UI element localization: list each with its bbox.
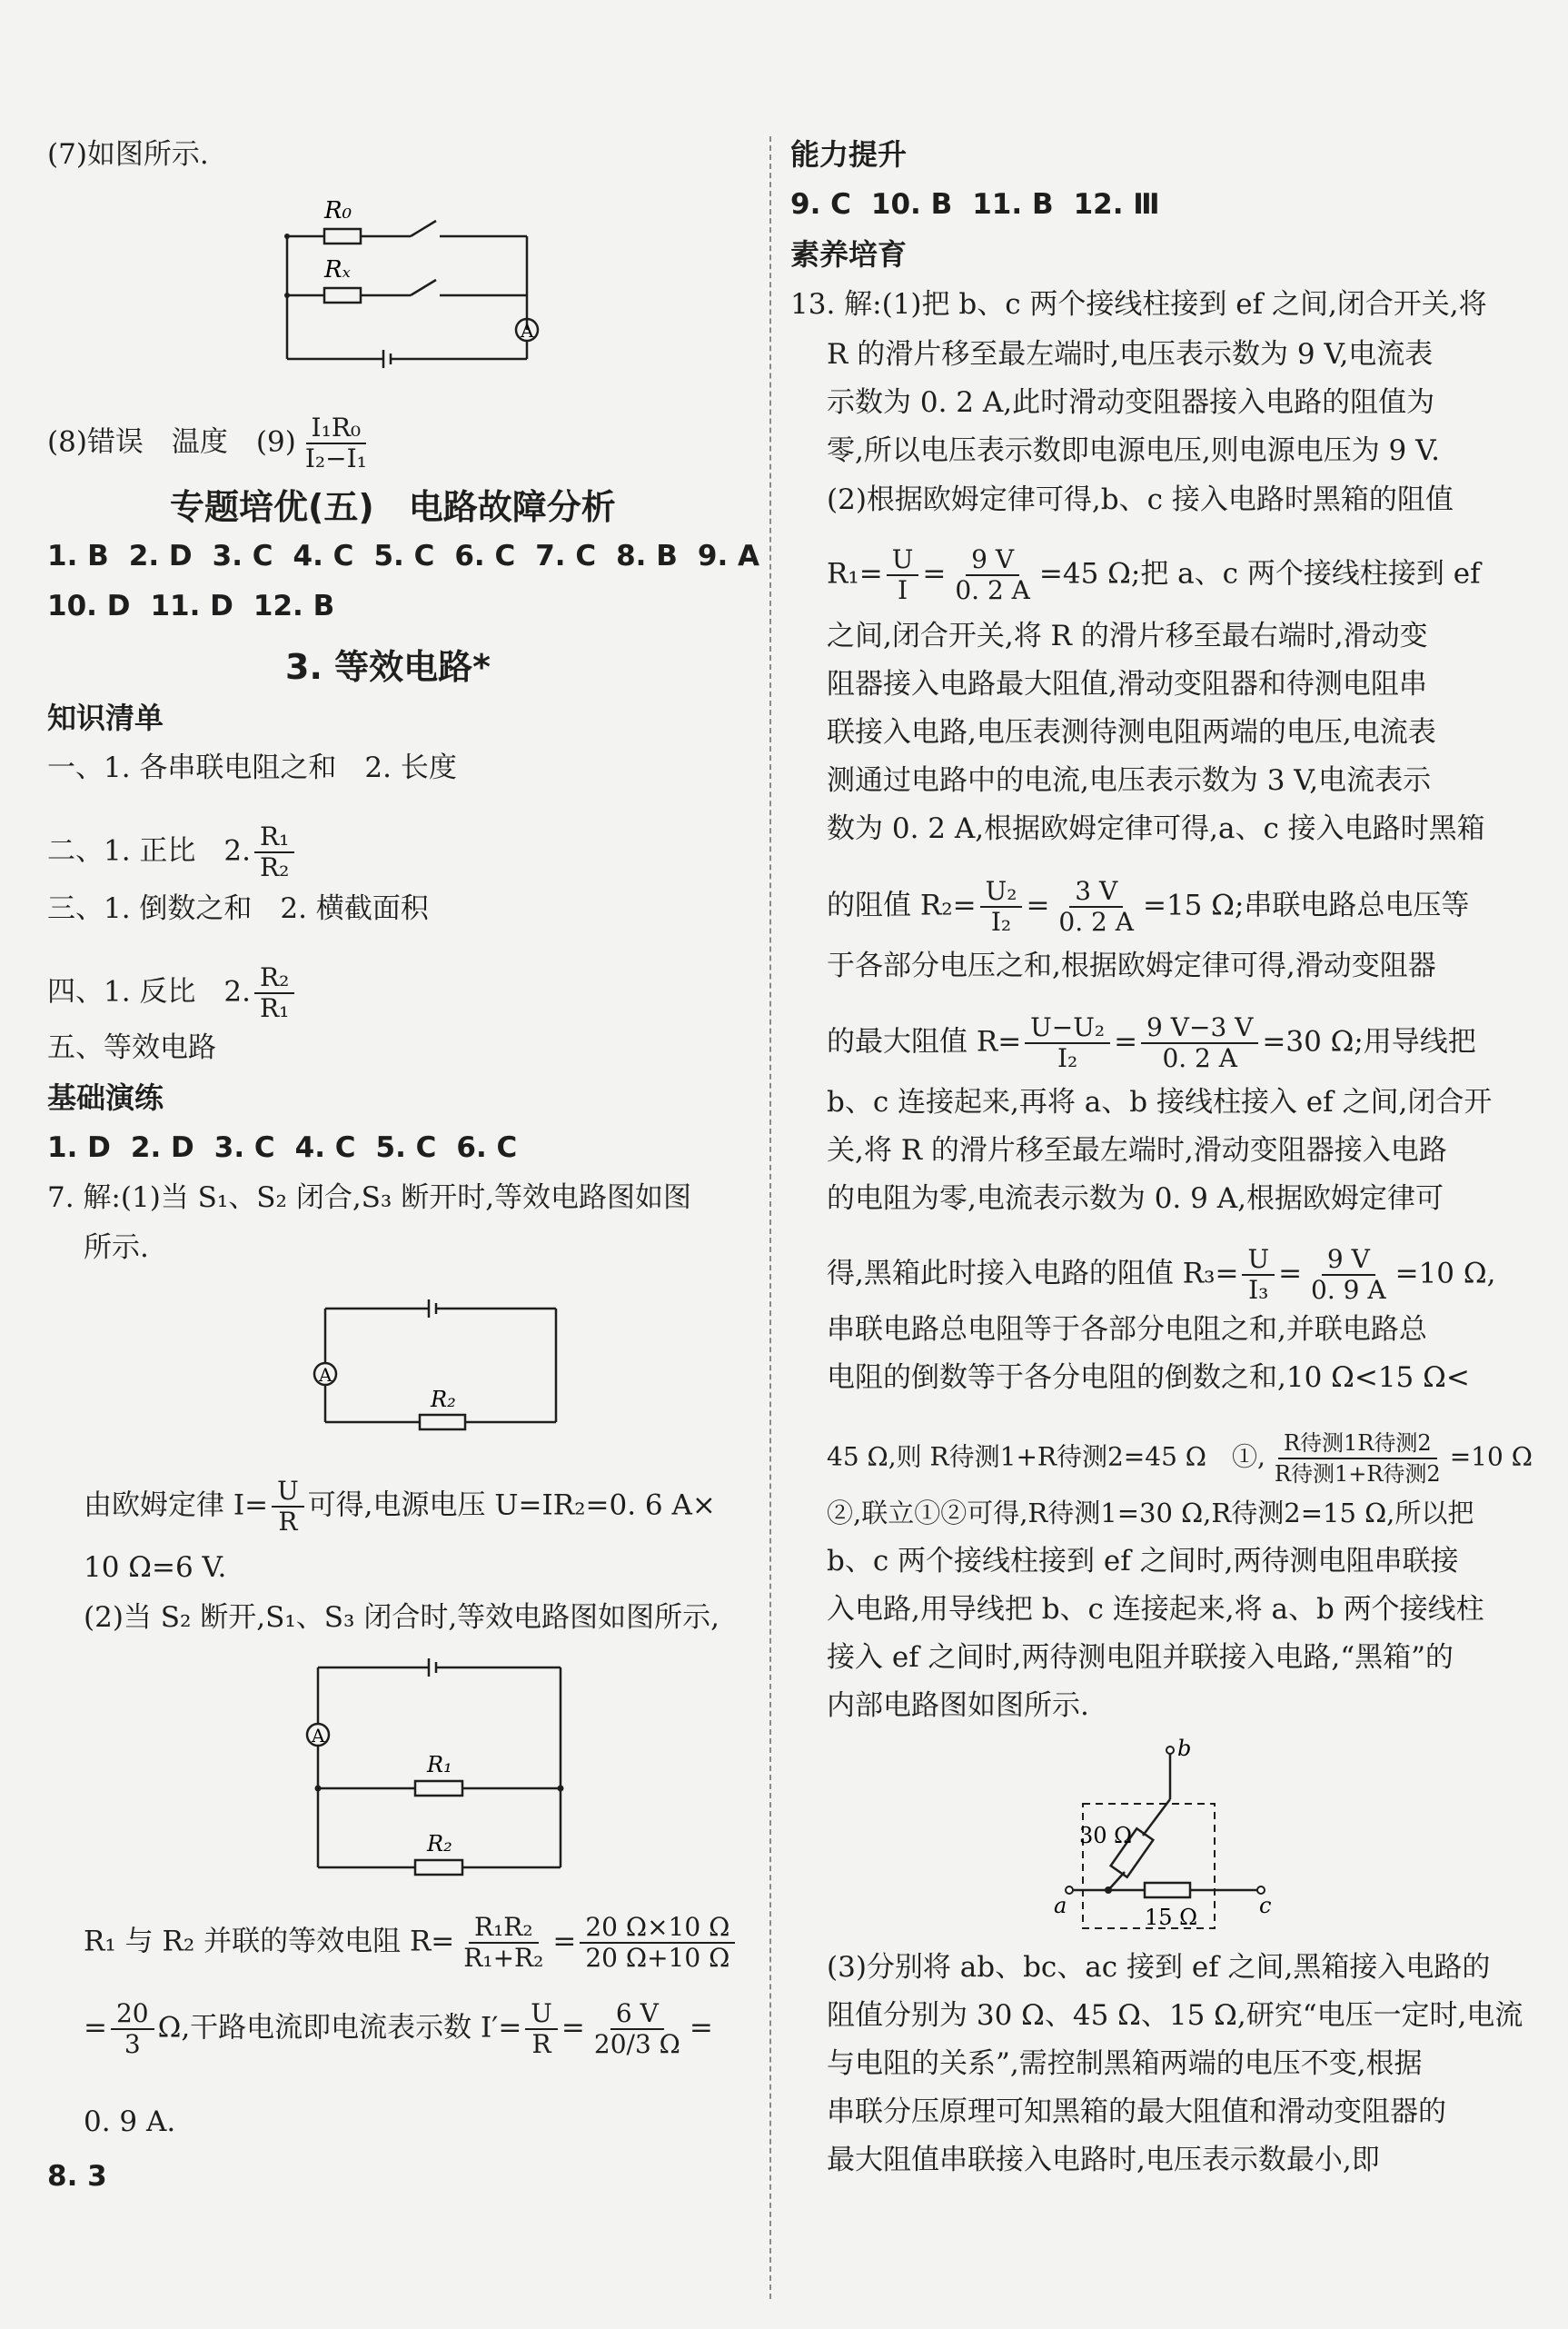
q13-line-6: R₁= $\frac{U}{I}$ = $\frac{9 V}{0. 2 A}$ =45 Ω;把 a、c 两个接线柱接到 ef xyxy=(827,544,1481,605)
q13-line-25: 接入 ef 之间时,两待测电阻并联接入电路,“黑箱”的 xyxy=(827,1641,1454,1674)
q13-line-8: 阻器接入电路最大阻值,滑动变阻器和待测电阻串 xyxy=(827,668,1427,701)
r0-label: R₀ xyxy=(324,197,352,224)
column-divider xyxy=(769,136,771,2299)
q13-line-22: ②,联立①②可得,R待测1=30 Ω,R待测2=15 Ω,所以把 xyxy=(827,1498,1474,1528)
q13-line-4: 零,所以电压表示数即电源电压,则电源电压为 9 V. xyxy=(827,434,1440,467)
q13-line-19: 串联电路总电阻等于各部分电阻之和,并联电路总 xyxy=(827,1313,1427,1346)
q7-line-4: 10 Ω=6 V. xyxy=(84,1551,227,1584)
r2-label: R₂ xyxy=(427,1831,452,1856)
terminal-c: c xyxy=(1259,1893,1272,1918)
ammeter-label: A xyxy=(319,1364,332,1386)
terminal-b: b xyxy=(1177,1736,1192,1761)
q13-line-21: 45 Ω,则 R待测1+R待测2=45 Ω ①, $\frac{\text{R待测1R待测2}}{\text{R待测1+R待测2}}$ =10 Ω xyxy=(827,1430,1533,1487)
q7-line-8: 0. 9 A. xyxy=(84,2105,176,2138)
q8-answer: 8. 3 xyxy=(47,2160,107,2193)
q13-line-1: 13. 解:(1)把 b、c 两个接线柱接到 ef 之间,闭合开关,将 xyxy=(790,288,1487,321)
rx-label: Rₓ xyxy=(324,256,351,284)
heading-knowledge-list: 知识清单 xyxy=(47,701,164,735)
q13-line-23: b、c 两个接线柱接到 ef 之间时,两待测电阻串联接 xyxy=(827,1545,1459,1578)
black-box-circuit xyxy=(1054,1736,1272,1945)
q13-line-15: b、c 连接起来,再将 a、b 接线柱接入 ef 之间,闭合开 xyxy=(827,1086,1493,1119)
fraction-item9: $\frac{\text{I₁R₀}}{\text{I₂−I₁}}$ xyxy=(304,413,367,473)
answers-row-4: 9. C 10. B 11. B 12. Ⅲ xyxy=(790,188,1160,221)
q7-line-5: (2)当 S₂ 断开,S₁、S₃ 闭合时,等效电路图如图所示, xyxy=(84,1601,720,1634)
topic-title: 专题培优(五) 电路故障分析 xyxy=(170,487,616,527)
knowledge-5: 五、等效电路 xyxy=(47,1031,216,1064)
q13-line-31: 最大阻值串联接入电路时,电压表示数最小,即 xyxy=(827,2144,1380,2176)
q7-line-2: 所示. xyxy=(84,1231,149,1264)
q13-line-11: 数为 0. 2 A,根据欧姆定律可得,a、c 接入电路时黑箱 xyxy=(827,812,1485,845)
q13-line-16: 关,将 R 的滑片移至最左端时,滑动变阻器接入电路 xyxy=(827,1134,1447,1167)
r1-label: R₁ xyxy=(427,1752,452,1777)
q7-line-6: R₁ 与 R₂ 并联的等效电阻 R= $\frac{\text{R₁R₂}}{\text{R₁+R₂}}$ = $\frac{20 \Omega\times 10 \Omega}{20 \Omega+10 \Omega}$ xyxy=(84,1913,739,1973)
knowledge-2: 二、1. 正比 2. $\frac{\text{R₁}}{\text{R₂}}$ xyxy=(47,822,298,882)
q13-line-7: 之间,闭合开关,将 R 的滑片移至最右端时,滑动变 xyxy=(827,620,1428,652)
resistor-30-label: 30 Ω xyxy=(1079,1823,1133,1848)
answers-row-1: 1. B 2. D 3. C 4. C 5. C 6. C 7. C 8. B 9. A xyxy=(47,540,760,572)
item-7-text: (7)如图所示. xyxy=(47,138,209,171)
answers-row-2: 10. D 11. D 12. B xyxy=(47,590,335,622)
q13-line-10: 测通过电路中的电流,电压表示数为 3 V,电流表示 xyxy=(827,764,1432,797)
section-title: 3. 等效电路* xyxy=(285,647,491,687)
heading-basic-practice: 基础演练 xyxy=(47,1080,164,1115)
q13-line-12: 的阻值 R₂= $\frac{\text{U₂}}{\text{I₂}}$ = $\frac{3 V}{0. 2 A}$ =15 Ω;串联电路总电压等 xyxy=(827,876,1470,937)
q7-line-7: = $\frac{20}{3}$ Ω,干路电流即电流表示数 I′= $\frac{U}{R}$ = $\frac{6 V}{20/3 \Omega}$ = xyxy=(84,1998,713,2059)
q13-line-9: 联接入电路,电压表测待测电阻两端的电压,电流表 xyxy=(827,716,1436,749)
q13-line-20: 电阻的倒数等于各分电阻的倒数之和,10 Ω<15 Ω< xyxy=(827,1361,1470,1394)
circuit-diagram-2 xyxy=(302,1286,583,1445)
q13-line-26: 内部电路图如图所示. xyxy=(827,1689,1089,1722)
q13-line-3: 示数为 0. 2 A,此时滑动变阻器接入电路的阻值为 xyxy=(827,386,1435,419)
q13-line-28: 阻值分别为 30 Ω、45 Ω、15 Ω,研究“电压一定时,电流 xyxy=(827,1999,1523,2032)
q13-line-18: 得,黑箱此时接入电路的阻值 R₃= $\frac{U}{\text{I₃}}$ = $\frac{9 V}{0. 9 A}$ =10 Ω, xyxy=(827,1244,1496,1305)
item-8-9: (8)错误 温度 (9) $\frac{\text{I₁R₀}}{\text{I₂−I₁}}$ xyxy=(47,413,376,473)
answers-row-3: 1. D 2. D 3. C 4. C 5. C 6. C xyxy=(47,1131,518,1164)
q13-line-29: 与电阻的关系”,需控制黑箱两端的电压不变,根据 xyxy=(827,2047,1423,2080)
ammeter-label: A xyxy=(312,1725,325,1747)
circuit-diagram-1 xyxy=(274,186,565,377)
ammeter-label: A xyxy=(521,320,534,342)
knowledge-1: 一、1. 各串联电阻之和 2. 长度 xyxy=(47,751,457,784)
q13-line-17: 的电阻为零,电流表示数为 0. 9 A,根据欧姆定律可 xyxy=(827,1182,1444,1215)
knowledge-3: 三、1. 倒数之和 2. 横截面积 xyxy=(47,892,429,925)
q13-line-5: (2)根据欧姆定律可得,b、c 接入电路时黑箱的阻值 xyxy=(827,483,1454,516)
q13-line-24: 入电路,用导线把 b、c 连接起来,将 a、b 两个接线柱 xyxy=(827,1593,1484,1626)
q13-line-2: R 的滑片移至最左端时,电压表示数为 9 V,电流表 xyxy=(827,338,1434,371)
q7-line-3: 由欧姆定律 I= $\frac{U}{R}$ 可得,电源电压 U=IR₂=0. 6 A× xyxy=(84,1476,716,1537)
heading-literacy: 素养培育 xyxy=(790,237,908,272)
q13-line-30: 串联分压原理可知黑箱的最大阻值和滑动变阻器的 xyxy=(827,2095,1446,2128)
knowledge-4: 四、1. 反比 2. $\frac{\text{R₂}}{\text{R₁}}$ xyxy=(47,963,298,1023)
circuit-diagram-3 xyxy=(302,1649,592,1886)
r2-label: R₂ xyxy=(431,1387,456,1412)
q13-line-13: 于各部分电压之和,根据欧姆定律可得,滑动变阻器 xyxy=(827,950,1436,982)
q13-line-27: (3)分别将 ab、bc、ac 接到 ef 之间,黑箱接入电路的 xyxy=(827,1951,1491,1984)
resistor-15-label: 15 Ω xyxy=(1145,1905,1198,1930)
q7-line-1: 7. 解:(1)当 S₁、S₂ 闭合,S₃ 断开时,等效电路图如图 xyxy=(47,1181,692,1214)
heading-ability: 能力提升 xyxy=(790,137,908,172)
terminal-a: a xyxy=(1054,1893,1067,1918)
q13-line-14: 的最大阻值 R= $\frac{\text{U−U₂}}{\text{I₂}}$ = $\frac{9 V-3 V}{0. 2 A}$ =30 Ω;用导线把 xyxy=(827,1012,1476,1073)
